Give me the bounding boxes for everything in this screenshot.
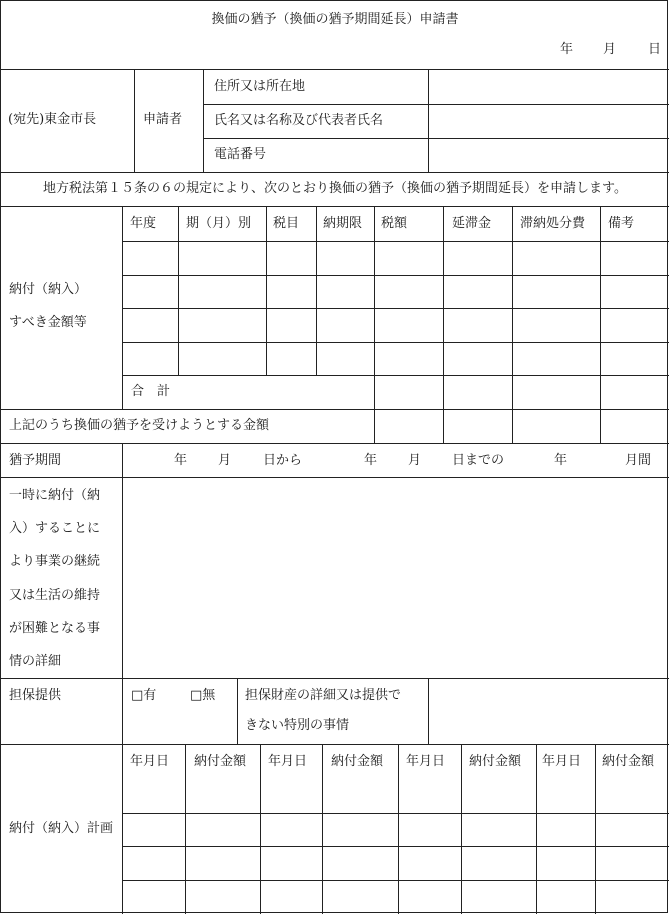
date-year-label: 年 bbox=[560, 42, 574, 57]
rule-col-taxamount bbox=[374, 206, 375, 443]
rule-plan-col-6 bbox=[536, 744, 537, 914]
rule-plan-col-2 bbox=[260, 744, 261, 914]
header-period: 期（月）別 bbox=[186, 216, 252, 231]
hardship-label-5: が困難となる事 bbox=[9, 621, 101, 636]
collateral-detail-label-2: きない特別の事情 bbox=[245, 718, 350, 733]
period-start-month: 月 bbox=[218, 453, 232, 468]
name-label: 氏名又は名称及び代表者氏名 bbox=[214, 113, 384, 128]
header-tax-item: 税目 bbox=[273, 216, 300, 231]
collateral-detail-field[interactable] bbox=[429, 679, 668, 744]
header-late-fee: 延滞金 bbox=[452, 216, 492, 231]
hardship-label-6: 情の詳細 bbox=[9, 654, 62, 669]
amount-section-label-1: 納付（納入） bbox=[9, 282, 88, 297]
period-length-months: 月間 bbox=[625, 453, 652, 468]
rule-amount-4 bbox=[122, 342, 669, 343]
rule-plan-col-5 bbox=[461, 744, 462, 914]
period-start-year: 年 bbox=[174, 453, 188, 468]
rule-amount-1 bbox=[122, 241, 669, 242]
rule-amount-2 bbox=[122, 275, 669, 276]
rule-plan-1 bbox=[122, 813, 669, 814]
address-field[interactable] bbox=[429, 70, 668, 104]
header-tax-amount: 税額 bbox=[381, 216, 408, 231]
collateral-no-checkbox[interactable]: □無 bbox=[190, 688, 216, 703]
collateral-yes-checkbox[interactable]: □有 bbox=[131, 688, 157, 703]
rule-after-total bbox=[1, 409, 669, 410]
plan-header-date-2: 年月日 bbox=[268, 754, 308, 769]
total-label: 合 計 bbox=[131, 384, 171, 399]
hardship-label-4: 又は生活の維持 bbox=[9, 588, 101, 603]
period-end-year: 年 bbox=[364, 453, 378, 468]
grace-amount-label: 上記のうち換価の猶予を受けようとする金額 bbox=[9, 418, 270, 433]
address-label: 住所又は所在地 bbox=[214, 79, 306, 94]
plan-header-amount-1: 納付金額 bbox=[194, 754, 247, 769]
date-day-label: 日 bbox=[648, 42, 662, 57]
header-remarks: 備考 bbox=[608, 216, 635, 231]
amount-section-label-2: すべき金額等 bbox=[9, 315, 87, 330]
rule-plan-label-right bbox=[122, 744, 123, 914]
plan-label: 納付（納入）計画 bbox=[9, 821, 114, 836]
rule-applicant-label-right bbox=[203, 69, 204, 172]
period-end-day: 日までの bbox=[452, 453, 505, 468]
name-field[interactable] bbox=[429, 105, 668, 138]
rule-col-latefee bbox=[443, 206, 444, 443]
rule-amount-3 bbox=[122, 308, 669, 309]
rule-plan-2 bbox=[122, 846, 669, 847]
plan-header-amount-3: 納付金額 bbox=[469, 754, 522, 769]
rule-plan-col-7 bbox=[595, 744, 596, 914]
phone-field[interactable] bbox=[429, 139, 668, 172]
hardship-detail-field[interactable] bbox=[123, 478, 668, 678]
plan-header-amount-4: 納付金額 bbox=[602, 754, 655, 769]
rule-after-applicant bbox=[1, 172, 669, 173]
rule-amount-label-right bbox=[122, 206, 123, 409]
rule-plan-col-1 bbox=[185, 744, 186, 914]
hardship-label-3: より事業の継続 bbox=[9, 554, 101, 569]
rule-after-statement bbox=[1, 206, 669, 207]
form-title: 換価の猶予（換価の猶予期間延長）申請書 bbox=[211, 12, 459, 27]
rule-plan-col-4 bbox=[398, 744, 399, 914]
rule-amount-5 bbox=[122, 375, 669, 376]
period-label: 猶予期間 bbox=[9, 453, 62, 468]
statement: 地方税法第１５条の６の規定により、次のとおり換価の猶予（換価の猶予期間延長）を申請します。 bbox=[43, 181, 627, 196]
plan-header-date-3: 年月日 bbox=[406, 754, 446, 769]
rule-col-remarks bbox=[600, 206, 601, 443]
applicant-label: 申請者 bbox=[143, 112, 183, 127]
date-month-label: 月 bbox=[603, 42, 617, 57]
phone-label: 電話番号 bbox=[214, 147, 267, 162]
period-end-month: 月 bbox=[408, 453, 422, 468]
rule-collateral-label-right bbox=[122, 678, 123, 744]
rule-plan-col-3 bbox=[322, 744, 323, 914]
collateral-detail-label-1: 担保財産の詳細又は提供で bbox=[245, 688, 402, 703]
period-length-year: 年 bbox=[554, 453, 568, 468]
rule-addressee-right bbox=[134, 69, 135, 172]
period-start-day: 日から bbox=[263, 453, 303, 468]
rule-col-disposalfee bbox=[512, 206, 513, 443]
rule-col-period bbox=[178, 206, 179, 375]
rule-after-grace-amount bbox=[1, 443, 669, 444]
plan-header-amount-2: 納付金額 bbox=[331, 754, 384, 769]
rule-after-collateral bbox=[1, 744, 669, 745]
rule-plan-3 bbox=[122, 880, 669, 881]
header-year: 年度 bbox=[130, 216, 157, 231]
header-disposal-fee: 滞納処分費 bbox=[520, 216, 586, 231]
rule-col-taxitem bbox=[266, 206, 267, 375]
header-deadline: 納期限 bbox=[323, 216, 363, 231]
addressee: (宛先)東金市長 bbox=[8, 112, 97, 127]
collateral-label: 担保提供 bbox=[9, 688, 62, 703]
rule-col-deadline bbox=[316, 206, 317, 375]
rule-collateral-choice-right bbox=[237, 678, 238, 744]
hardship-label-1: 一時に納付（納 bbox=[9, 488, 101, 503]
plan-header-date-4: 年月日 bbox=[542, 754, 582, 769]
hardship-label-2: 入）することに bbox=[9, 521, 101, 536]
plan-header-date-1: 年月日 bbox=[130, 754, 170, 769]
